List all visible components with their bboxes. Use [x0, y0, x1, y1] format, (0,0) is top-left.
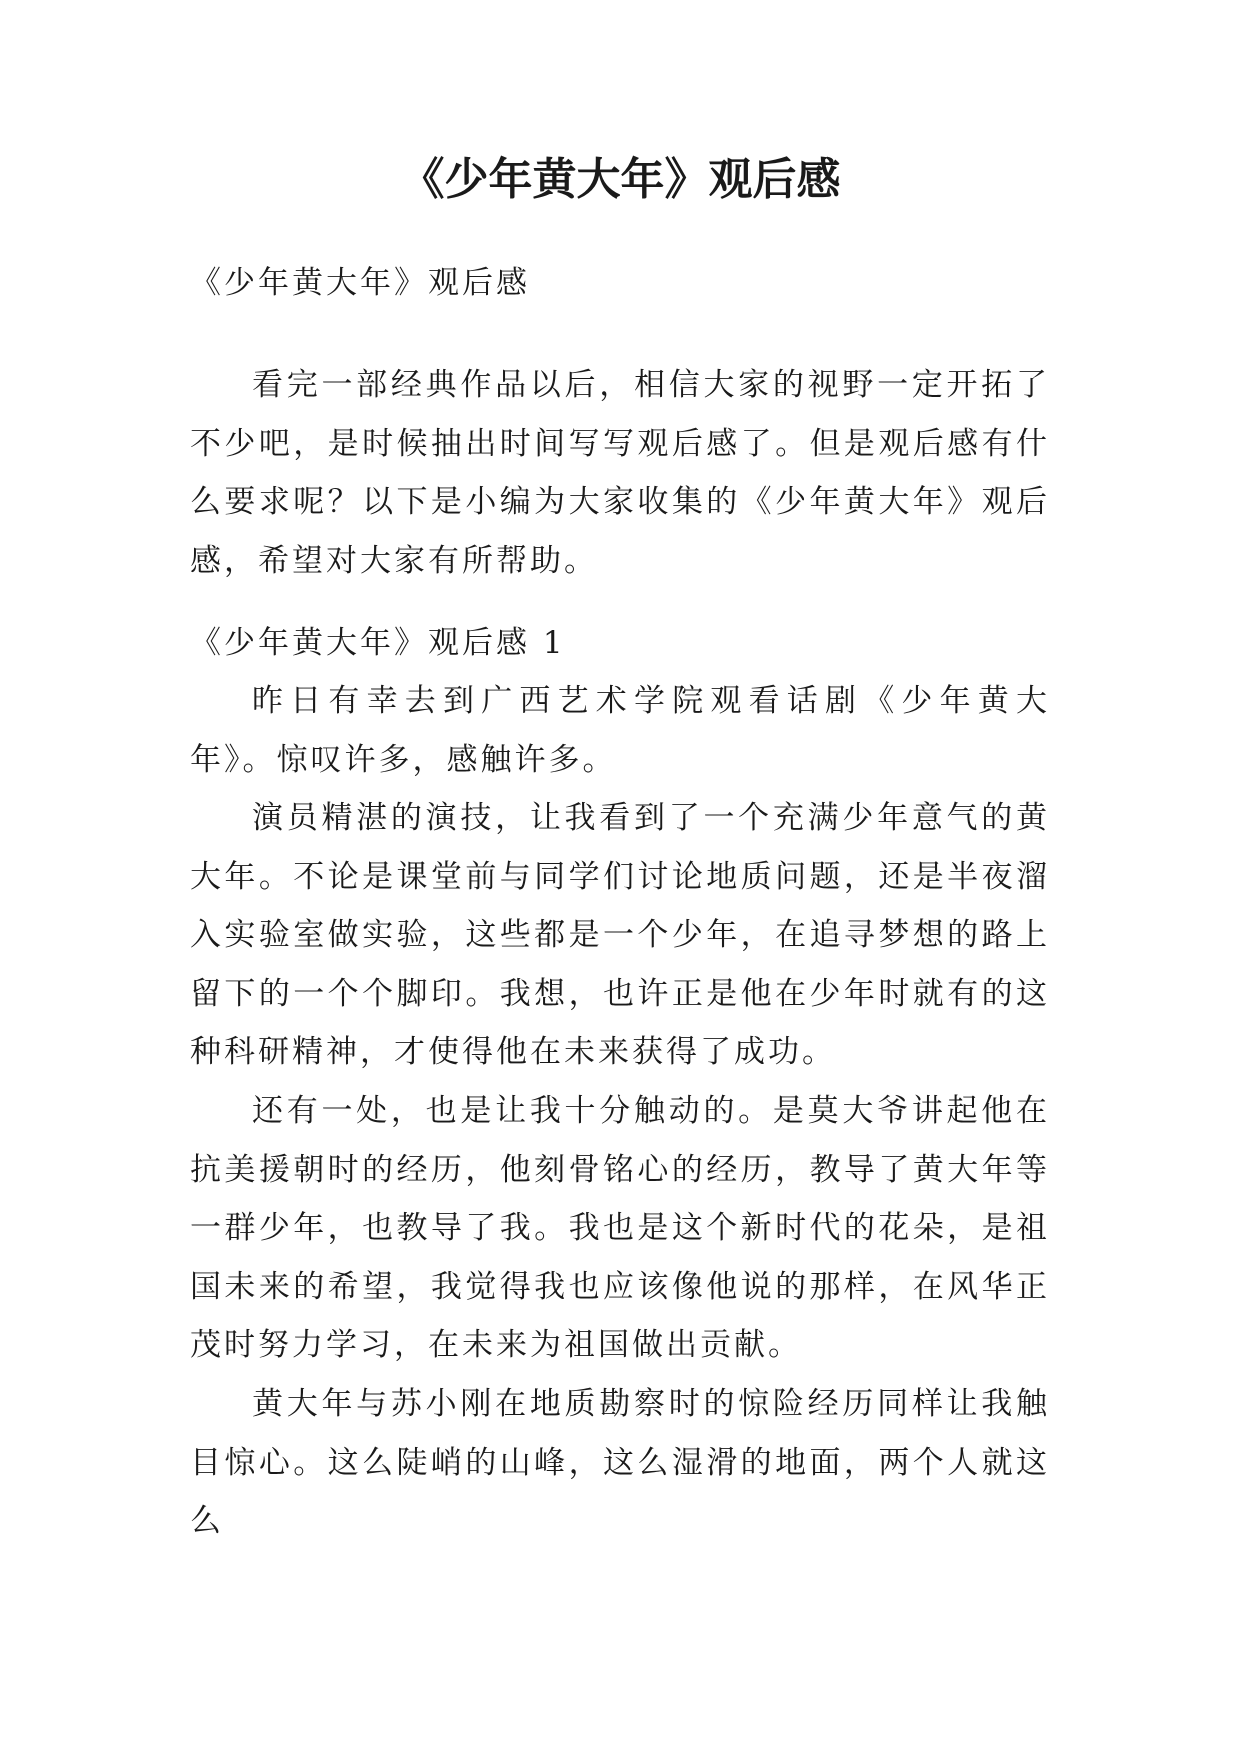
document-title: 《少年黄大年》观后感	[400, 154, 841, 205]
body-paragraph-4: 黄大年与苏小刚在地质勘察时的惊险经历同样让我触目惊心。这么陡峭的山峰，这么湿滑的地面，两个人就这么	[190, 1386, 1050, 1539]
body-paragraph-1: 昨日有幸去到广西艺术学院观看话剧《少年黄大年》。惊叹许多，感触许多。	[190, 683, 1050, 778]
document-subtitle: 《少年黄大年》观后感	[190, 265, 530, 301]
body-paragraph-3: 还有一处，也是让我十分触动的。是莫大爷讲起他在抗美援朝时的经历，他刻骨铭心的经历，教导了黄大年等一群少年，也教导了我。我也是这个新时代的花朵，是祖国未来的希望，我觉得我也应该像他说的那样，在风华正茂时努力学习，在未来为祖国做出贡献。	[190, 1093, 1050, 1363]
body-paragraph-2: 演员精湛的演技，让我看到了一个充满少年意气的黄大年。不论是课堂前与同学们讨论地质问题，还是半夜溜入实验室做实验，这些都是一个少年，在追寻梦想的路上留下的一个个脚印。我想，也许正是他在少年时就有的这种科研精神，才使得他在未来获得了成功。	[190, 800, 1050, 1070]
section-heading: 《少年黄大年》观后感 1	[190, 625, 566, 661]
intro-paragraph: 看完一部经典作品以后，相信大家的视野一定开拓了不少吧，是时候抽出时间写写观后感了。但是观后感有什么要求呢？以下是小编为大家收集的《少年黄大年》观后感，希望对大家有所帮助。	[190, 367, 1050, 579]
